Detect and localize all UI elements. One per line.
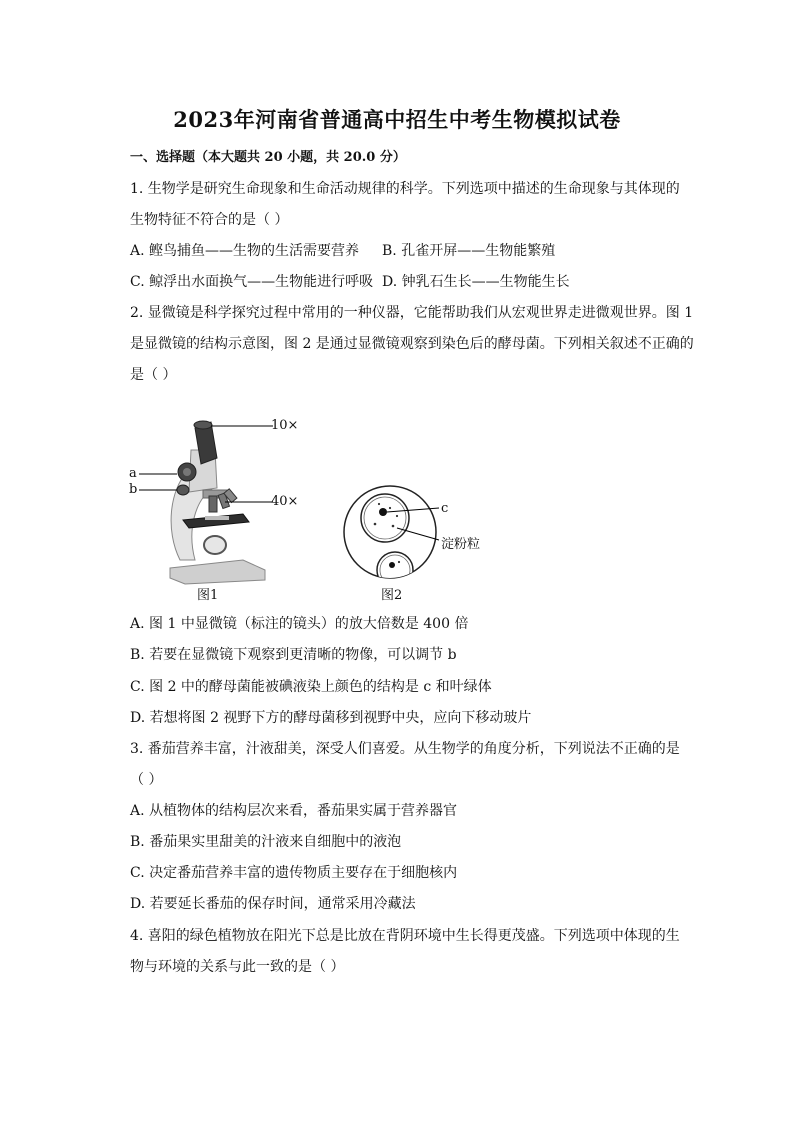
q2-option-a[interactable]: A. 图 1 中显微镜（标注的镜头）的放大倍数是 400 倍 xyxy=(130,616,469,632)
q1-option-c[interactable]: C. 鲸浮出水面换气——生物能进行呼吸 xyxy=(130,274,374,290)
q3-option-c[interactable]: C. 决定番茄营养丰富的遗传物质主要存在于细胞核内 xyxy=(130,865,458,881)
q3-option-b[interactable]: B. 番茄果实里甜美的汁液来自细胞中的液泡 xyxy=(130,834,402,850)
microscope-base xyxy=(170,560,265,584)
fig1-label-a: a xyxy=(129,466,137,481)
fig1-label-b: b xyxy=(129,482,138,497)
fig2-label-c: c xyxy=(441,501,449,516)
q1-stem-line1: 1. 生物学是研究生命现象和生命活动规律的科学。下列选项中描述的生命现象与其体现的 xyxy=(130,181,680,197)
fig2-starch-label: 淀粉粒 xyxy=(441,537,481,552)
q1-stem-line2: 生物特征不符合的是（ ） xyxy=(130,212,289,228)
fig1-caption: 图1 xyxy=(197,588,219,603)
q1-option-d[interactable]: D. 钟乳石生长——生物能生长 xyxy=(382,274,570,290)
q3-option-d[interactable]: D. 若要延长番茄的保存时间，通常采用冷藏法 xyxy=(130,896,416,912)
q3-stem-line1: 3. 番茄营养丰富，汁液甜美，深受人们喜爱。从生物学的角度分析，下列说法不正确的是 xyxy=(130,741,680,757)
q2-stem-line1: 2. 显微镜是科学探究过程中常用的一种仪器，它能帮助我们从宏观世界走进微观世界。图 1 xyxy=(130,305,694,321)
fig1-eyepiece-label: 10× xyxy=(271,418,299,433)
q2-option-c[interactable]: C. 图 2 中的酵母菌能被碘液染上颜色的结构是 c 和叶绿体 xyxy=(130,679,492,695)
objective-lens xyxy=(209,496,217,512)
q2-option-b[interactable]: B. 若要在显微镜下观察到更清晰的物像，可以调节 b xyxy=(130,647,457,663)
fig1-objective-label: 40× xyxy=(271,494,299,509)
page-title: 2023年河南省普通高中招生中考生物模拟试卷 xyxy=(173,107,621,132)
q4-stem-line2: 物与环境的关系与此一致的是（ ） xyxy=(130,959,345,975)
q2-option-d[interactable]: D. 若想将图 2 视野下方的酵母菌移到视野中央，应向下移动玻片 xyxy=(130,710,532,726)
q1-option-a[interactable]: A. 鲣鸟捕鱼——生物的生活需要营养 xyxy=(130,243,360,259)
q2-stem-line3: 是（ ） xyxy=(130,367,177,383)
q4-stem-line1: 4. 喜阳的绿色植物放在阳光下总是比放在背阴环境中生长得更茂盛。下列选项中体现的生 xyxy=(130,928,680,944)
q3-stem-line2: （ ） xyxy=(130,772,163,788)
nucleus-c xyxy=(379,508,387,516)
yeast-cell-upper xyxy=(361,494,409,542)
q2-stem-line2: 是显微镜的结构示意图，图 2 是通过显微镜观察到染色后的酵母菌。下列相关叙述不正确的 xyxy=(130,336,694,352)
yeast-view-figure xyxy=(335,482,445,582)
section-heading: 一、选择题（本大题共 20 小题，共 20.0 分） xyxy=(130,150,406,165)
mirror xyxy=(204,536,226,554)
q3-option-a[interactable]: A. 从植物体的结构层次来看，番茄果实属于营养器官 xyxy=(130,803,458,819)
fig2-caption: 图2 xyxy=(381,588,403,603)
q1-option-b[interactable]: B. 孔雀开屏——生物能繁殖 xyxy=(382,243,556,259)
fine-focus-knob xyxy=(177,485,189,495)
